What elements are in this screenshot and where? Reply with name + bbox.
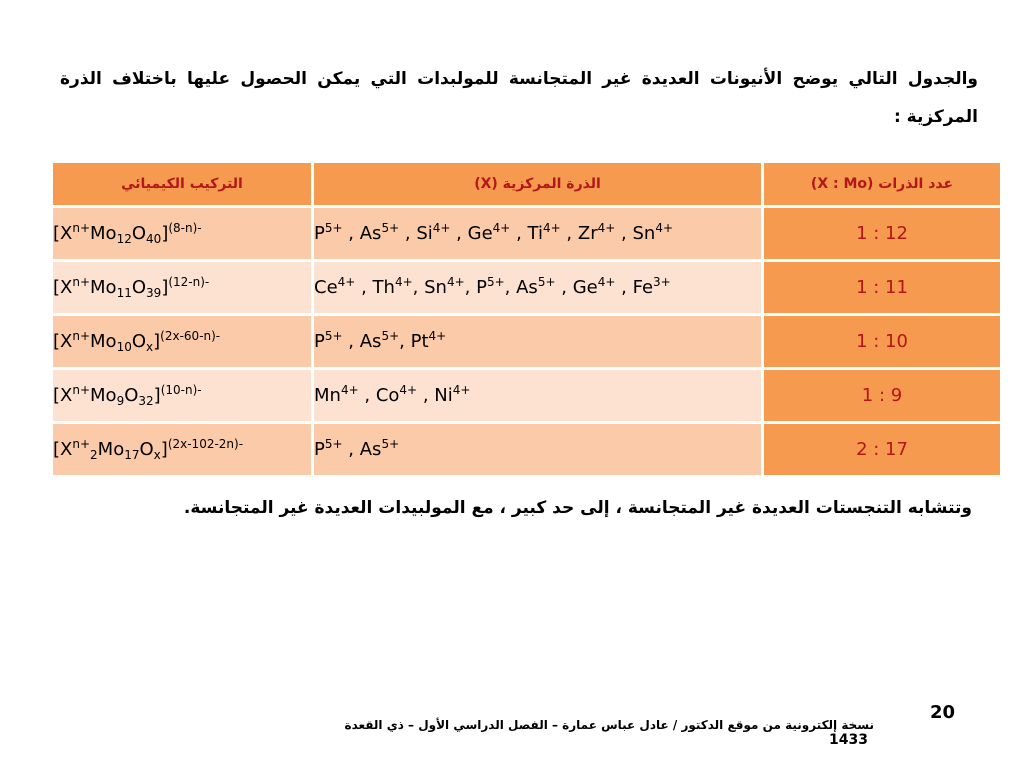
central-atoms-cell: [313, 207, 763, 261]
formula-n-charge: n+: [72, 329, 91, 343]
atom-symbol: Ni: [434, 385, 453, 406]
formula-o: O: [131, 223, 147, 244]
formula-open: [X: [53, 223, 73, 244]
atom-charge: 4+: [428, 329, 447, 343]
footer-note: [300, 718, 874, 748]
formula-charge: (2x-60-n)-: [160, 329, 221, 343]
closing-paragraph: وتتشابه التنجستات العديدة غير المتجانسة ، إلى حد كبير ، مع المولبيدات العديدة غير المتجانسة.: [183, 498, 972, 518]
page-number: 20: [930, 702, 956, 723]
atom-separator: ,: [399, 223, 417, 244]
atom-charge: 4+: [432, 221, 451, 235]
atom-symbol: Si: [416, 223, 433, 244]
atom-charge: 4+: [399, 383, 418, 397]
formula-o-count: 40: [146, 232, 162, 246]
formula-mo: Mo: [90, 385, 117, 406]
atom-separator: ,: [555, 277, 573, 298]
formula-n-charge: n+: [72, 383, 91, 397]
atom-symbol: Zr: [577, 223, 598, 244]
atom-symbol: Sn: [632, 223, 656, 244]
table-row: [52, 423, 1002, 477]
formula-n-charge: n+: [72, 275, 91, 289]
atom-separator: ,: [464, 277, 477, 298]
atom-symbol: Th: [372, 277, 395, 298]
formula-close: ]: [153, 331, 161, 352]
atom-separator: ,: [342, 331, 360, 352]
header-formula: التركيب الكيميائي: [52, 162, 313, 207]
atom-separator: ,: [417, 385, 435, 406]
table-row: [52, 315, 1002, 369]
atom-separator: ,: [560, 223, 578, 244]
table-header-row: [52, 162, 1002, 207]
atom-charge: 4+: [337, 275, 356, 289]
atom-separator: ,: [355, 277, 373, 298]
formula-open: [X: [53, 439, 73, 460]
atom-charge: 5+: [324, 329, 343, 343]
atom-charge: 4+: [655, 221, 674, 235]
atom-symbol: P: [314, 223, 325, 244]
formula-close: ]: [161, 277, 169, 298]
atom-charge: 4+: [394, 275, 413, 289]
ratio-cell: 1 : 11: [763, 261, 1002, 315]
atom-separator: ,: [399, 331, 411, 352]
heteropoly-anions-table: [50, 160, 1003, 478]
formula-mo-count: 11: [116, 286, 132, 300]
formula-charge: (12-n)-: [168, 275, 210, 289]
atom-symbol: Co: [375, 385, 400, 406]
atom-charge: 5+: [381, 329, 400, 343]
formula-n-charge: n+: [72, 221, 91, 235]
formula-mo-count: 9: [116, 394, 125, 408]
header-atom-ratio: عدد الذرات (X : Mo): [763, 162, 1002, 207]
atom-charge: 5+: [324, 437, 343, 451]
footer-text: نسخة إلكترونية من موقع الدكتور / عادل عباس عمارة – الفصل الدراسي الأول – ذي القعدة: [344, 718, 874, 732]
atom-separator: ,: [342, 223, 360, 244]
table-row: [52, 261, 1002, 315]
atom-separator: ,: [615, 277, 633, 298]
formula-o-count: 39: [146, 286, 162, 300]
formula-x-count: 2: [90, 448, 98, 462]
atom-separator: ,: [615, 223, 633, 244]
atom-symbol: Fe: [632, 277, 654, 298]
formula-mo: Mo: [90, 331, 117, 352]
formula-o: O: [131, 331, 147, 352]
atom-symbol: P: [314, 331, 325, 352]
header-central-atom: الذرة المركزية (X): [313, 162, 763, 207]
formula-mo-count: 10: [116, 340, 132, 354]
formula-o: O: [124, 385, 139, 406]
formula-charge: (8-n)-: [168, 221, 202, 235]
formula-o-count: 32: [138, 394, 154, 408]
atom-charge: 5+: [486, 275, 505, 289]
ratio-cell: 1 : 9: [763, 369, 1002, 423]
formula-cell: [52, 315, 313, 369]
central-atoms-cell: [313, 369, 763, 423]
formula-o-count: x: [146, 340, 154, 354]
formula-open: [X: [53, 277, 73, 298]
atom-symbol: As: [516, 277, 538, 298]
ratio-cell: 1 : 12: [763, 207, 1002, 261]
central-atoms-cell: [313, 261, 763, 315]
atom-symbol: As: [359, 331, 382, 352]
atom-charge: 5+: [381, 437, 400, 451]
atom-symbol: As: [359, 439, 382, 460]
formula-open: [X: [53, 331, 73, 352]
atom-charge: 4+: [452, 383, 471, 397]
atom-charge: 4+: [597, 221, 616, 235]
ratio-cell: 1 : 10: [763, 315, 1002, 369]
table-row: [52, 207, 1002, 261]
formula-o-count: x: [153, 448, 161, 462]
atom-symbol: Ge: [572, 277, 598, 298]
formula-close: ]: [153, 385, 161, 406]
atom-charge: 4+: [542, 221, 561, 235]
intro-paragraph: والجدول التالي يوضح الأنيونات العديدة غير المتجانسة للمولبدات التي يمكن الحصول عليها باختلاف الذرة المركزية :: [60, 69, 978, 127]
formula-mo: Mo: [90, 277, 117, 298]
formula-mo: Mo: [97, 439, 125, 460]
atom-symbol: Mn: [314, 385, 341, 406]
atom-separator: ,: [450, 223, 468, 244]
atom-charge: 5+: [324, 221, 343, 235]
table-row: [52, 369, 1002, 423]
formula-mo-count: 17: [124, 448, 140, 462]
formula-close: ]: [161, 223, 169, 244]
formula-mo-count: 12: [116, 232, 132, 246]
atom-symbol: P: [314, 439, 325, 460]
formula-close: ]: [160, 439, 168, 460]
atom-symbol: Sn: [424, 277, 447, 298]
atom-symbol: Ge: [467, 223, 493, 244]
formula-cell: [52, 369, 313, 423]
formula-open: [X: [53, 385, 73, 406]
atom-separator: ,: [412, 277, 425, 298]
formula-o: O: [131, 277, 147, 298]
atom-separator: ,: [342, 439, 360, 460]
atom-charge: 4+: [446, 275, 465, 289]
atom-separator: ,: [510, 223, 528, 244]
formula-charge: (2x-102-2n)-: [167, 437, 244, 451]
atom-separator: ,: [504, 277, 517, 298]
central-atoms-cell: [313, 423, 763, 477]
formula-mo: Mo: [90, 223, 117, 244]
atom-symbol: Ce: [314, 277, 338, 298]
atom-charge: 3+: [653, 275, 671, 289]
atom-separator: ,: [358, 385, 376, 406]
central-atoms-cell: [313, 315, 763, 369]
atom-symbol: As: [359, 223, 382, 244]
formula-cell: [52, 423, 313, 477]
atom-charge: 5+: [537, 275, 556, 289]
formula-o: O: [139, 439, 154, 460]
footer-year: 1433: [829, 732, 868, 748]
atom-symbol: P: [476, 277, 487, 298]
ratio-cell: 2 : 17: [763, 423, 1002, 477]
formula-n-charge: n+: [72, 437, 91, 451]
atom-symbol: Pt: [410, 331, 429, 352]
atom-charge: 5+: [381, 221, 400, 235]
formula-charge: (10-n)-: [160, 383, 202, 397]
formula-cell: [52, 261, 313, 315]
atom-charge: 4+: [492, 221, 511, 235]
atom-symbol: Ti: [527, 223, 543, 244]
atom-charge: 4+: [340, 383, 359, 397]
formula-cell: [52, 207, 313, 261]
atom-charge: 4+: [597, 275, 616, 289]
